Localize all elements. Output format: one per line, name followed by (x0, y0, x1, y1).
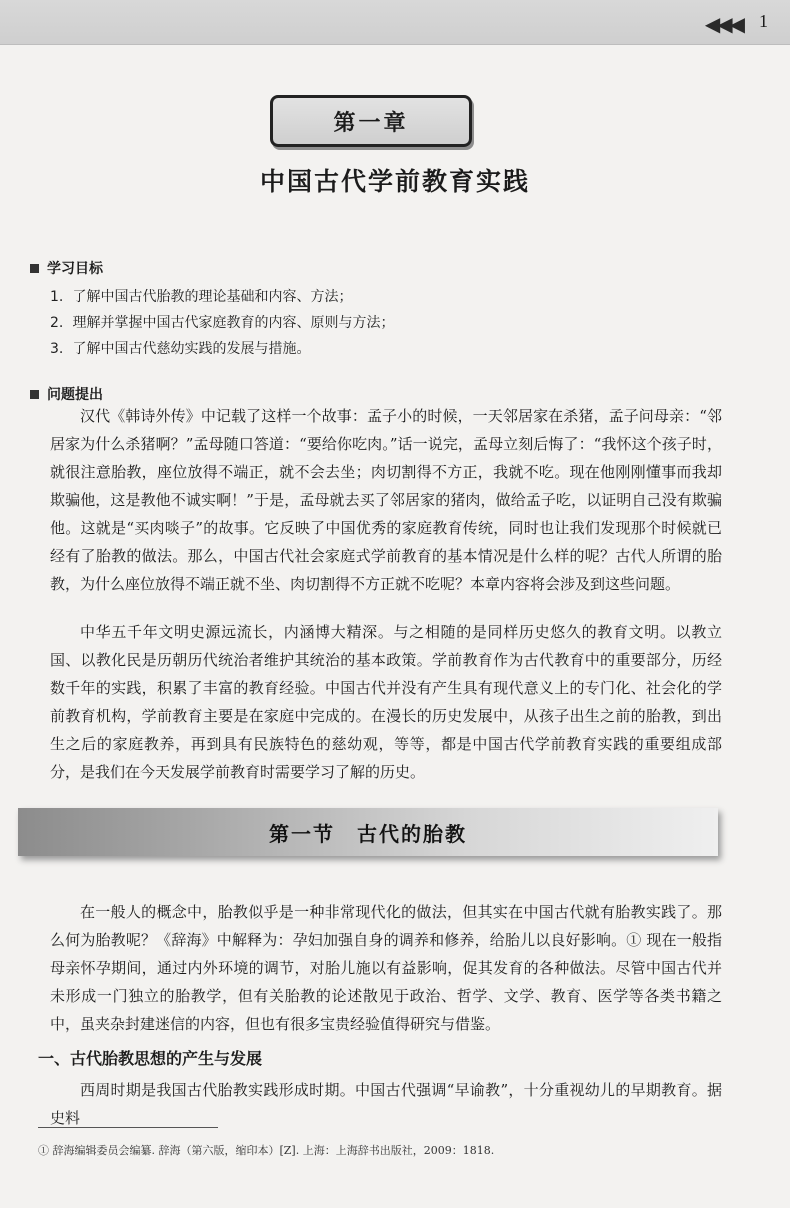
goal-text: 了解中国古代胎教的理论基础和内容、方法； (72, 289, 353, 305)
chapter-title: 中国古代学前教育实践 (259, 167, 530, 196)
question-paragraph (50, 402, 722, 598)
intro-paragraph (50, 618, 722, 786)
footnote: ① 辞海编辑委员会编纂. 辞海（第六版，缩印本）[Z]. 上海：上海辞书出版社，2009：1818. (38, 1144, 495, 1157)
square-bullet-icon (30, 390, 39, 399)
goal-item (50, 312, 394, 332)
last-paragraph (50, 1076, 722, 1132)
square-bullet-icon (30, 264, 39, 273)
footnote-divider (38, 1127, 218, 1128)
page-header (0, 0, 790, 45)
question-heading (30, 384, 103, 404)
section-title-band (18, 808, 718, 856)
goal-text: 了解中国古代慈幼实践的发展与措施。 (72, 341, 311, 357)
intro-text: 中华五千年文明史源远流长，内涵博大精深。与之相随的是同样历史悠久的教育文明。以教立国、以教化民是历朝历代统治者维护其统治的基本政策。学前教育作为古代教育中的重要部分，历经数千年的实践，积累了丰富的教育经验。中国古代并没有产生具有现代意义上的专门化、社会化的学前教育机构，学前教育主要是在家庭中完成的。在漫长的历史发展中，从孩子出生之前的胎教，到出生之后的家庭教养，再到具有民族特色的慈幼观，等等，都是中国古代学前教育实践的重要组成部分，是我们在今天发展学前教育时需要学习了解的历史。 (50, 623, 722, 781)
section-title: 第一节 古代的胎教 (269, 821, 467, 846)
goal-number: 2. (50, 315, 64, 331)
section-text: 在一般人的概念中，胎教似乎是一种非常现代化的做法，但其实在中国古代就有胎教实践了。那么何为胎教呢？《辞海》中解释为：孕妇加强自身的调养和修养，给胎儿以良好影响。① 现在一般指母亲怀孕期间，通过内外环境的调节，对胎儿施以有益影响，促其发育的各种做法。尽管中国古代并未形成一门独立的胎教学，但有关胎教的论述散见于政治、哲学、文学、教育、医学等各类书籍之中，虽夹杂封建迷信的内容，但也有很多宝贵经验值得研究与借鉴。 (50, 903, 722, 1033)
goal-text: 理解并掌握中国古代家庭教育的内容、原则与方法； (72, 315, 395, 331)
learning-goals-heading (30, 258, 103, 278)
question-text: 汉代《韩诗外传》中记载了这样一个故事：孟子小的时候，一天邻居家在杀猪，孟子问母亲：“邻居家为什么杀猪啊？”孟母随口答道：“要给你吃肉。”话一说完，孟母立刻后悔了：“我怀这个孩子时，就很注意胎教，座位放得不端正，就不会去坐；肉切割得不方正，我就不吃。现在他刚刚懂事而我却欺骗他，这是教他不诚实啊！”于是，孟母就去买了邻居家的猪肉，做给孟子吃，以证明自己没有欺骗他。这就是“买肉啖子”的故事。它反映了中国优秀的家庭教育传统，同时也让我们发现那个时候就已经有了胎教的做法。那么，中国古代社会家庭式学前教育的基本情况是什么样的呢？古代人所谓的胎教，为什么座位放得不端正就不坐、肉切割得不方正就不吃呢？本章内容将会涉及到这些问题。 (50, 407, 722, 593)
learning-goals-title: 学习目标 (47, 261, 103, 277)
chapter-label: 第一章 (333, 110, 409, 136)
goal-number: 3. (50, 341, 64, 357)
chapter-label-box (270, 95, 472, 147)
last-paragraph-text: 西周时期是我国古代胎教实践形成时期。中国古代强调“早谕教”，十分重视幼儿的早期教育。据史料 (50, 1081, 722, 1127)
goal-item (50, 286, 352, 306)
goal-item (50, 338, 310, 358)
section-paragraph (50, 898, 722, 1038)
subheading: 一、古代胎教思想的产生与发展 (38, 1049, 263, 1068)
question-title: 问题提出 (47, 387, 103, 403)
arrows-icon: ◀◀◀ (704, 12, 742, 36)
goal-number: 1. (50, 289, 64, 305)
page-number: 1 (759, 11, 768, 31)
